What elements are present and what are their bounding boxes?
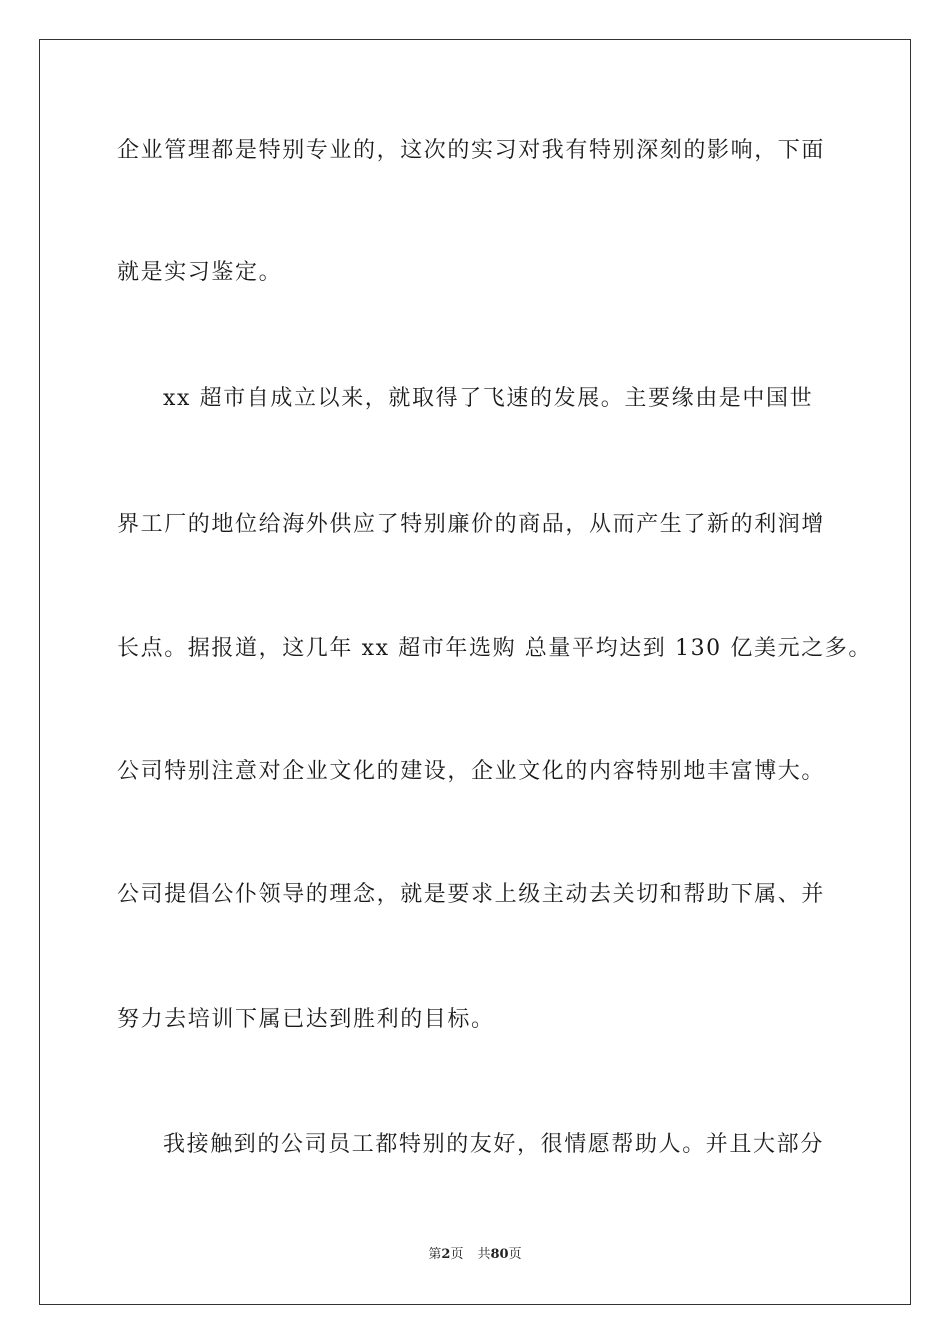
text-line-5: 长点。据报道，这几年 xx 超市年选购 总量平均达到 130 亿美元之多。 [117, 636, 872, 661]
page-prefix: 第 [428, 1247, 442, 1262]
text-line-1: 企业管理都是特别专业的，这次的实习对我有特别深刻的影响，下面 [117, 138, 826, 163]
text-line-7: 公司提倡公仆领导的理念，就是要求上级主动去关切和帮助下属、并 [117, 882, 826, 907]
text-line-2: 就是实习鉴定。 [117, 260, 283, 285]
text-line-4: 界工厂的地位给海外供应了特别廉价的商品，从而产生了新的利润增 [117, 512, 826, 537]
total-prefix: 共 [477, 1247, 491, 1262]
total-pages: 80 [490, 1247, 509, 1262]
page-suffix: 页 [450, 1247, 464, 1262]
text-line-3: xx 超市自成立以来，就取得了飞速的发展。主要缘由是中国世 [163, 386, 814, 411]
page-footer [0, 1246, 950, 1264]
text-line-6: 公司特别注意对企业文化的建设，企业文化的内容特别地丰富博大。 [117, 759, 826, 784]
page-border [39, 39, 911, 1305]
text-line-9: 我接触到的公司员工都特别的友好，很情愿帮助人。并且大部分 [163, 1132, 824, 1157]
page-number: 2 [441, 1247, 451, 1262]
total-suffix: 页 [508, 1247, 522, 1262]
text-line-8: 努力去培训下属已达到胜利的目标。 [117, 1007, 495, 1032]
